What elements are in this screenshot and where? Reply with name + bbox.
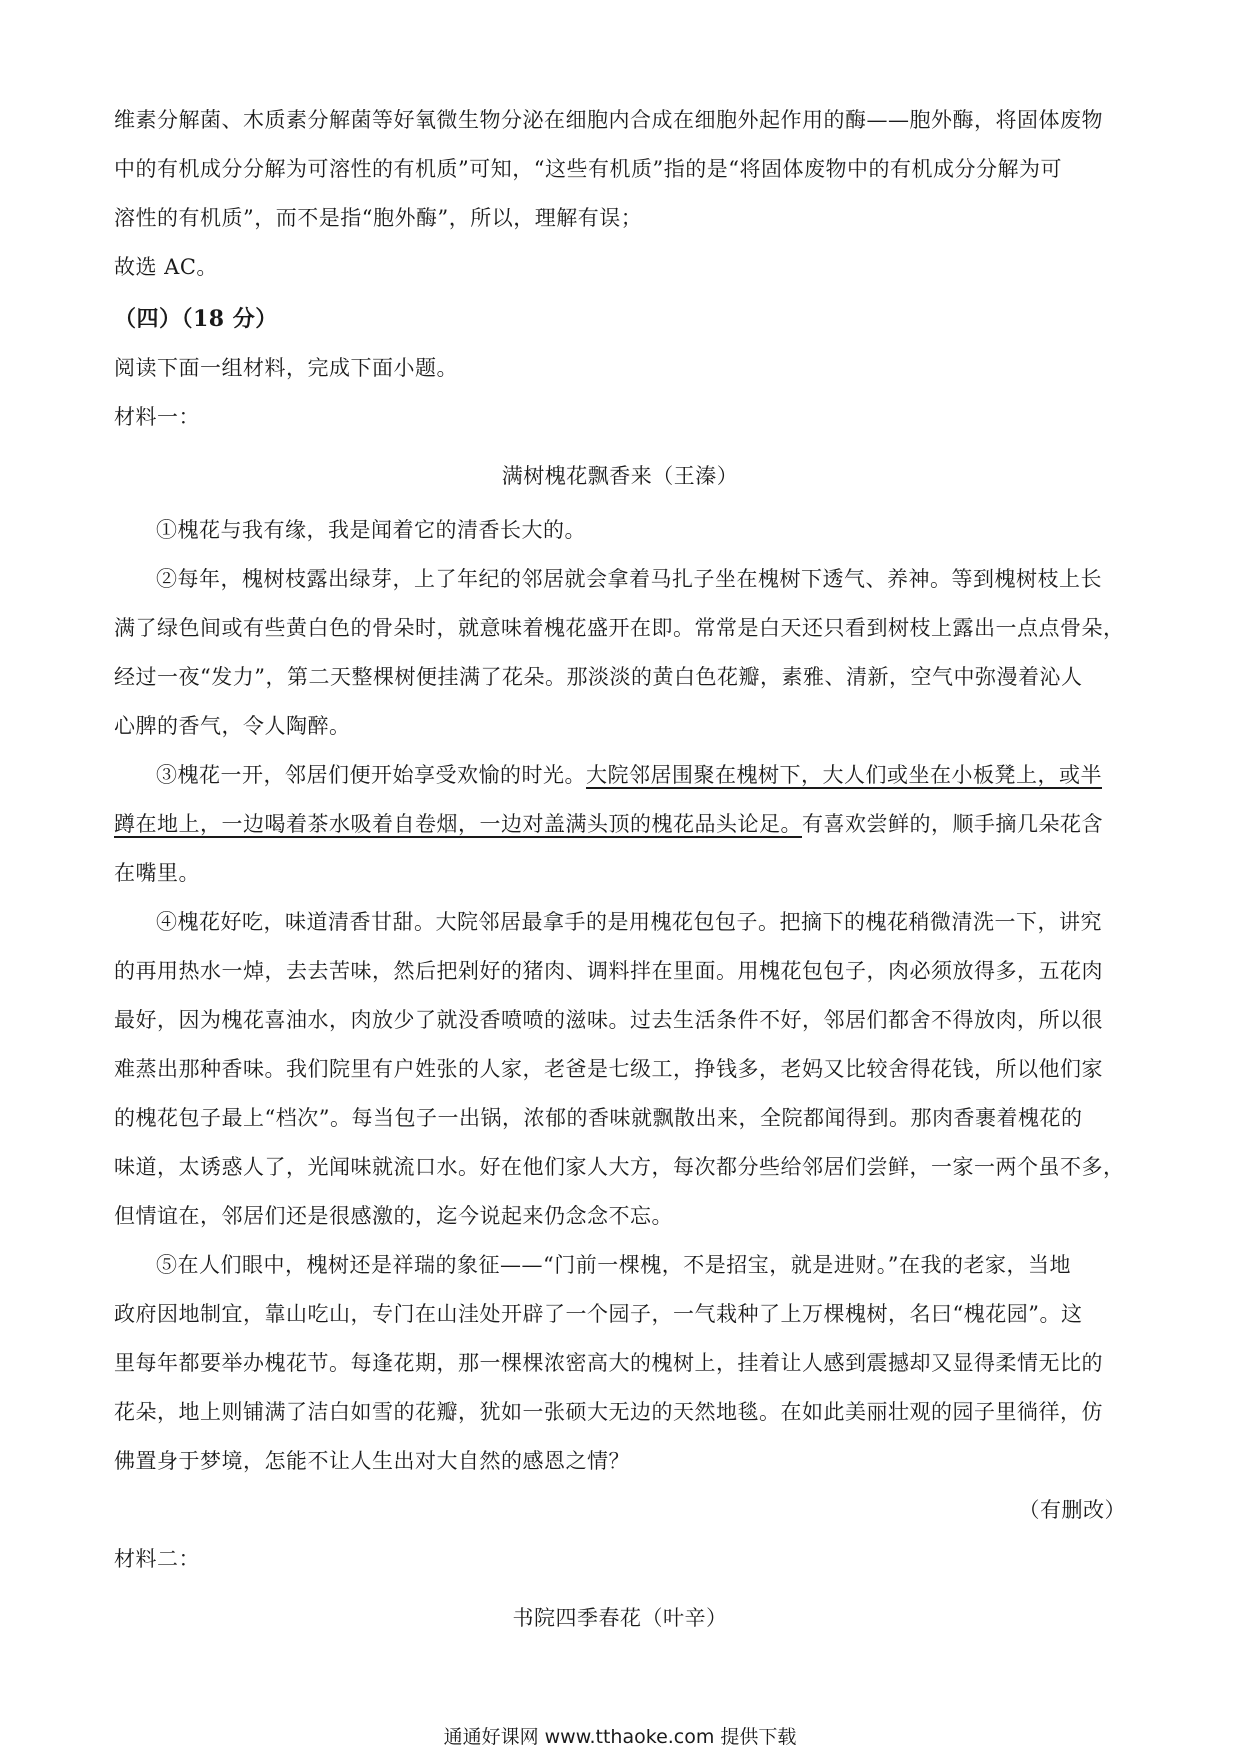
edit-note: （有删改） (1018, 1498, 1126, 1522)
paragraph-line: 在嘴里。 (114, 861, 200, 885)
article-title: 满树槐花飘香来（王溱） (501, 464, 739, 488)
text-line: 溶性的有机质”，而不是指“胞外酶”，所以，理解有误； (114, 206, 643, 230)
paragraph-line: 难蒸出那种香味。我们院里有户姓张的人家，老爸是七级工，挣钱多，老妈又比较舍得花钱，所以他们家 (114, 1057, 1103, 1081)
paragraph-line: ②每年，槐树枝露出绿芽，上了年纪的邻居就会拿着马扎子坐在槐树下透气、养神。等到槐树枝上长 (156, 567, 1102, 591)
paragraph-text: 有喜欢尝鲜的，顺手摘几朵花含 (802, 812, 1103, 836)
paragraph-line: ⑤在人们眼中，槐树还是祥瑞的象征——“门前一棵槐，不是招宝，就是进财。”在我的老家，当地 (156, 1253, 1071, 1277)
answer-line: 故选 AC。 (114, 255, 218, 279)
paragraph-line: 佛置身于梦境，怎能不让人生出对大自然的感恩之情？ (114, 1449, 630, 1473)
paragraph-line: 经过一夜“发力”，第二天整棵树便挂满了花朵。那淡淡的黄白色花瓣，素雅、清新，空气中弥漫着沁人 (114, 665, 1083, 689)
paragraph-line: 花朵，地上则铺满了洁白如雪的花瓣，犹如一张硕大无边的天然地毯。在如此美丽壮观的园子里徜徉，仿 (114, 1400, 1103, 1424)
footer-watermark: 通通好课网 www.tthaoke.com 提供下载 (443, 1726, 797, 1748)
paragraph-line: 满了绿色间或有些黄白色的骨朵时，就意味着槐花盛开在即。常常是白天还只看到树枝上露出一点点骨朵， (114, 616, 1125, 640)
paragraph-line (114, 751, 1126, 800)
article-title: 书院四季春花（叶辛） (512, 1606, 728, 1630)
paragraph-line (114, 800, 1126, 849)
instruction-line: 阅读下面一组材料，完成下面小题。 (114, 356, 458, 380)
paragraph-text: ③槐花一开，邻居们便开始享受欢愉的时光。 (156, 763, 586, 787)
text-line: 中的有机成分分解为可溶性的有机质”可知，“这些有机质”指的是“将固体废物中的有机成分分解为可 (114, 157, 1062, 181)
material-label: 材料二： (114, 1547, 200, 1571)
paragraph-line: 政府因地制宜，靠山吃山，专门在山洼处开辟了一个园子，一气栽种了上万棵槐树，名曰“槐花园”。这 (114, 1302, 1083, 1326)
paragraph-line: 的槐花包子最上“档次”。每当包子一出锅，浓郁的香味就飘散出来，全院都闻得到。那肉香裹着槐花的 (114, 1106, 1083, 1130)
paragraph-line: 心脾的香气，令人陶醉。 (114, 714, 351, 738)
section-heading: （四）（18 分） (114, 306, 278, 332)
underlined-text: 蹲在地上，一边喝着茶水吸着自卷烟，一边对盖满头顶的槐花品头论足。 (114, 812, 802, 836)
paragraph-line: ①槐花与我有缘，我是闻着它的清香长大的。 (156, 518, 586, 542)
underlined-text: 大院邻居围聚在槐树下，大人们或坐在小板凳上，或半 (586, 763, 1102, 787)
paragraph-line: 最好，因为槐花喜油水，肉放少了就没香喷喷的滋味。过去生活条件不好，邻居们都舍不得放肉，所以很 (114, 1008, 1103, 1032)
paragraph-line: 味道，太诱惑人了，光闻味就流口水。好在他们家人大方，每次都分些给邻居们尝鲜，一家一两个虽不多， (114, 1155, 1125, 1179)
paragraph-line: 的再用热水一焯，去去苦味，然后把剁好的猪肉、调料拌在里面。用槐花包包子，肉必须放得多，五花肉 (114, 959, 1103, 983)
material-label: 材料一： (114, 405, 200, 429)
paragraph-line: ④槐花好吃，味道清香甘甜。大院邻居最拿手的是用槐花包包子。把摘下的槐花稍微清洗一下，讲究 (156, 910, 1102, 934)
document-body (114, 96, 1126, 1648)
paragraph-line: 里每年都要举办槐花节。每逢花期，那一棵棵浓密高大的槐树上，挂着让人感到震撼却又显得柔情无比的 (114, 1351, 1103, 1375)
text-line: 维素分解菌、木质素分解菌等好氧微生物分泌在细胞内合成在细胞外起作用的酶——胞外酶，将固体废物 (114, 108, 1103, 132)
paragraph-line: 但情谊在，邻居们还是很感激的，迄今说起来仍念念不忘。 (114, 1204, 673, 1228)
